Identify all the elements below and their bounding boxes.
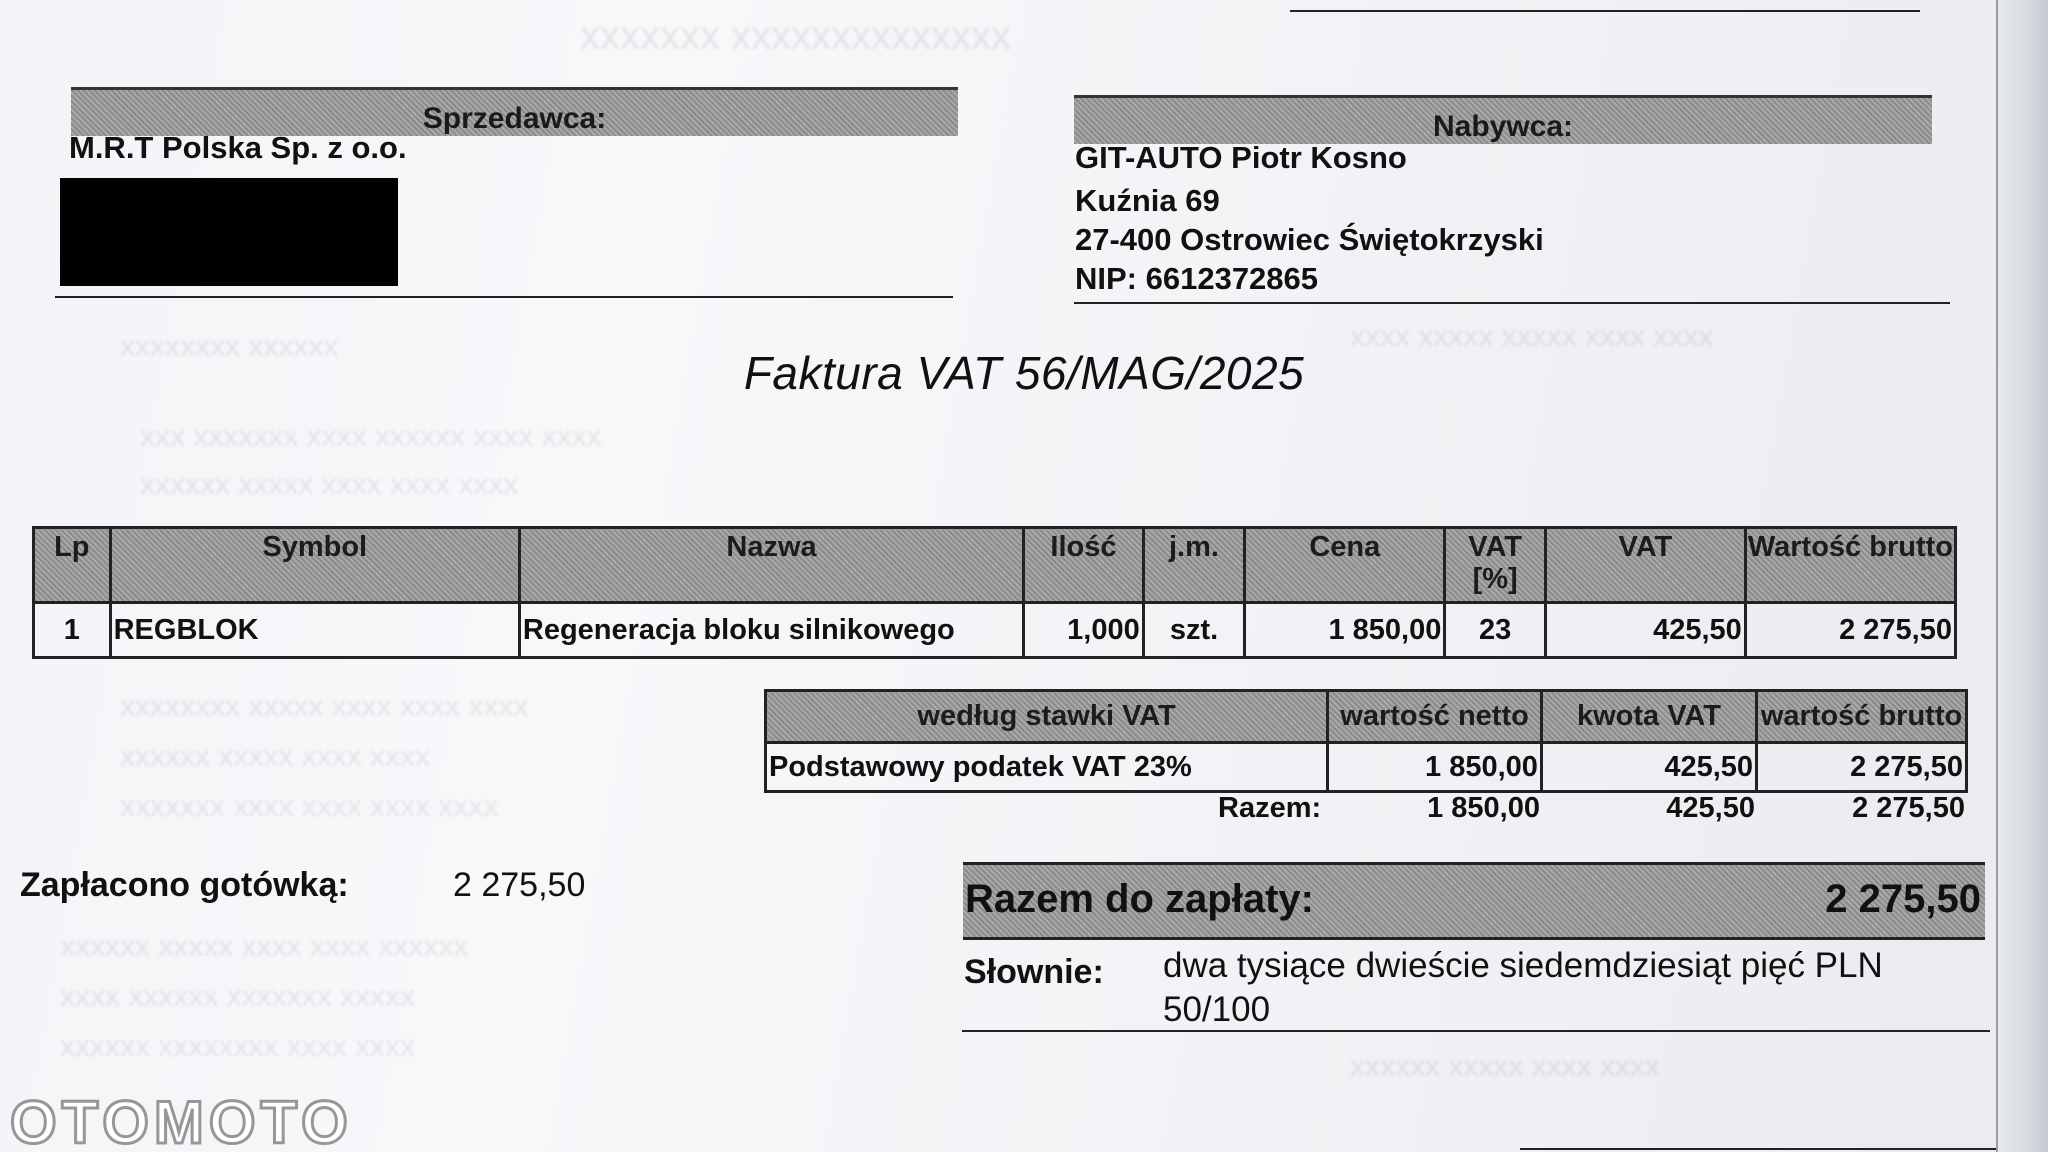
otomoto-watermark: OTOMOTO xyxy=(10,1089,353,1152)
seller-header xyxy=(71,87,958,136)
col-brutto: Wartość brutto xyxy=(1745,528,1955,603)
bleed-through-text: xxxxxx xxxxx xxxx xxxx xyxy=(1350,1050,1661,1083)
col-wartosc-brutto: wartość brutto xyxy=(1757,691,1967,743)
razem-kwota-vat: 425,50 xyxy=(1666,792,1755,824)
col-nazwa: Nazwa xyxy=(519,528,1023,603)
items-header-row xyxy=(34,528,1956,603)
col-vat: VAT xyxy=(1545,528,1745,603)
razem-label: Razem: xyxy=(1218,792,1322,824)
bleed-through-text: xxxxxxx xxxx xxxx xxxx xxxx xyxy=(120,790,499,823)
cell-vat-rate: Podstawowy podatek VAT 23% xyxy=(766,743,1328,792)
in-words-rule xyxy=(962,1030,1990,1032)
invoice-title: Faktura VAT 56/MAG/2025 xyxy=(743,347,1305,399)
col-vat-pct: VAT [%] xyxy=(1445,528,1546,603)
buyer-street: Kuźnia 69 xyxy=(1075,183,1220,218)
razem-netto: 1 850,00 xyxy=(1427,792,1540,824)
bleed-through-text: xxxx xxxxx xxxxx xxxx xxxx xyxy=(1350,320,1714,353)
bleed-through-text: xxxxxxx xxxxxxxxxxxxxx xyxy=(580,14,1012,58)
cell-wartosc-brutto: 2 275,50 xyxy=(1757,743,1967,792)
cell-nazwa: Regeneracja bloku silnikowego xyxy=(519,603,1023,658)
vat-header-row xyxy=(766,691,1967,743)
cell-kwota-vat: 425,50 xyxy=(1541,743,1756,792)
buyer-city: 27-400 Ostrowiec Świętokrzyski xyxy=(1075,222,1544,257)
paid-cash-label: Zapłacono gotówką: xyxy=(20,866,349,904)
paid-cash-value: 2 275,50 xyxy=(453,866,586,904)
buyer-header-label: Nabywca: xyxy=(1432,110,1574,143)
buyer-nip: NIP: 6612372865 xyxy=(1075,261,1319,296)
seller-bottom-rule xyxy=(55,296,953,298)
bleed-through-text: xxxxxx xxxxx xxxx xxxx xxxxxx xyxy=(60,930,469,963)
sheet-edge xyxy=(1996,0,2048,1152)
cell-cena: 1 850,00 xyxy=(1245,603,1445,658)
buyer-bottom-rule xyxy=(1074,302,1950,304)
bleed-through-text: xxxxxx xxxxx xxxx xxxx xyxy=(120,740,431,773)
bleed-through-text: xxxxxxxx xxxxx xxxx xxxx xxxx xyxy=(120,690,529,723)
top-rule xyxy=(1290,10,1920,12)
vat-summary-table xyxy=(764,689,1968,793)
seller-header-label: Sprzedawca: xyxy=(422,102,607,135)
total-to-pay-value: 2 275,50 xyxy=(1825,877,1981,921)
buyer-header xyxy=(1074,95,1932,144)
col-symbol: Symbol xyxy=(110,528,519,603)
cell-symbol: REGBLOK xyxy=(110,603,519,658)
seller-name: M.R.T Polska Sp. z o.o. xyxy=(69,130,407,165)
col-vat-rate: według stawki VAT xyxy=(766,691,1328,743)
bleed-through-text: xxxxxx xxxxx xxxx xxxx xxxx xyxy=(140,468,519,501)
cell-brutto: 2 275,50 xyxy=(1745,603,1955,658)
in-words-label: Słownie: xyxy=(964,953,1104,991)
col-jm: j.m. xyxy=(1143,528,1245,603)
col-lp: Lp xyxy=(34,528,111,603)
cell-vat-pct: 23 xyxy=(1445,603,1546,658)
table-row xyxy=(766,743,1967,792)
cell-netto: 1 850,00 xyxy=(1328,743,1542,792)
bleed-through-text: xxxxxx xxxxxxxx xxxx xxxx xyxy=(60,1030,416,1063)
redacted-seller-address xyxy=(60,178,398,286)
cell-jm: szt. xyxy=(1143,603,1245,658)
cell-lp: 1 xyxy=(34,603,111,658)
razem-brutto: 2 275,50 xyxy=(1852,792,1965,824)
table-row xyxy=(34,603,1956,658)
total-to-pay-bar xyxy=(963,862,1985,940)
cell-vat: 425,50 xyxy=(1545,603,1745,658)
items-table xyxy=(32,526,1957,659)
col-netto: wartość netto xyxy=(1328,691,1542,743)
bottom-rule xyxy=(1520,1148,2000,1150)
col-cena: Cena xyxy=(1245,528,1445,603)
bleed-through-text: xxxxxxxx xxxxxx xyxy=(120,330,339,363)
total-to-pay-label: Razem do zapłaty: xyxy=(965,877,1314,921)
col-kwota-vat: kwota VAT xyxy=(1541,691,1756,743)
col-ilosc: Ilość xyxy=(1024,528,1144,603)
bleed-through-text: xxx xxxxxxx xxxx xxxxxx xxxx xxxx xyxy=(140,420,602,453)
cell-ilosc: 1,000 xyxy=(1024,603,1144,658)
buyer-name: GIT-AUTO Piotr Kosno xyxy=(1075,140,1407,175)
bleed-through-text: xxxx xxxxxx xxxxxxx xxxxx xyxy=(60,980,416,1013)
in-words-value: dwa tysiące dwieście siedemdziesiąt pięć PLN 50/100 xyxy=(1163,946,1883,1029)
